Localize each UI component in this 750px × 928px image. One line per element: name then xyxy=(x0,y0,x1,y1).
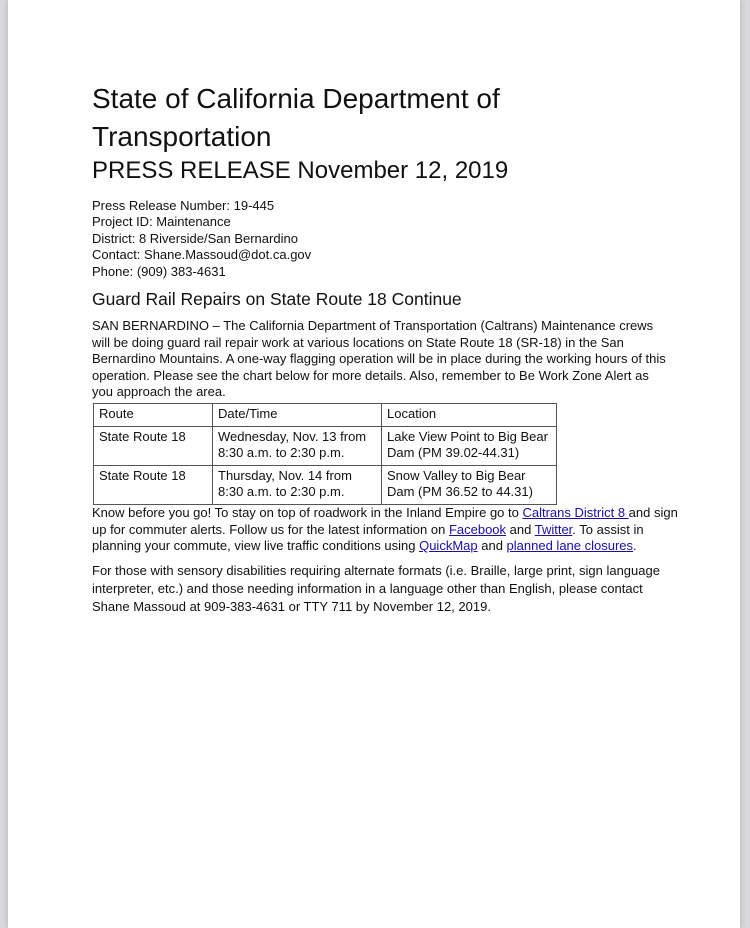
column-header-datetime: Date/Time xyxy=(213,404,382,427)
know-text-4: . To assist in planning your commute, view live traffic conditions using xyxy=(92,521,644,554)
release-number: Press Release Number: 19-445 xyxy=(92,198,275,213)
release-meta xyxy=(92,198,682,280)
table-cell-location: Lake View Point to Big Bear Dam (PM 39.02-44.31) xyxy=(382,426,557,465)
document-content xyxy=(92,80,682,616)
table-cell-route: State Route 18 xyxy=(94,465,213,504)
table-cell-datetime: Wednesday, Nov. 13 from 8:30 a.m. to 2:30 p.m. xyxy=(213,426,382,465)
know-before-you-go-paragraph xyxy=(92,505,682,555)
table-cell-datetime: Thursday, Nov. 14 from 8:30 a.m. to 2:30 p.m. xyxy=(213,465,382,504)
project-id: Project ID: Maintenance xyxy=(92,214,231,230)
district: District: 8 Riverside/San Bernardino xyxy=(92,230,298,246)
know-text-2: and sign up for commuter alerts. Follow us for the latest information on xyxy=(92,504,678,537)
phone: Phone: (909) 383-4631 xyxy=(92,263,226,279)
column-header-route: Route xyxy=(94,404,213,427)
release-subtitle: Guard Rail Repairs on State Route 18 Continue xyxy=(92,289,462,310)
table-cell-route: State Route 18 xyxy=(94,426,213,465)
twitter-link[interactable]: Twitter xyxy=(534,521,573,537)
caltrans-district-8-link[interactable]: Caltrans District 8 xyxy=(522,504,629,520)
planned-lane-closures-link[interactable]: planned lane closures xyxy=(506,538,634,554)
table-row xyxy=(94,426,557,465)
table-cell-location: Snow Valley to Big Bear Dam (PM 36.52 to 44.31) xyxy=(382,465,557,504)
know-text-6: . xyxy=(633,538,637,554)
quickmap-link[interactable]: QuickMap xyxy=(419,538,478,554)
know-text-5: and xyxy=(477,538,507,554)
know-text-3: and xyxy=(506,521,535,537)
press-release-date: PRESS RELEASE November 12, 2019 xyxy=(92,157,509,184)
know-text-1: Know before you go! To stay on top of roadwork in the Inland Empire go to xyxy=(92,504,523,520)
accessibility-paragraph: For those with sensory disabilities requiring alternate formats (i.e. Braille, large print, sign language interpreter, etc.) and those needing information in a language other than English, please contact Shane Massoud at 909-383-4631 or TTY 711 by November 12, 2019. xyxy=(92,562,660,614)
column-header-location: Location xyxy=(382,404,557,427)
document-title: State of California Department of Transportation xyxy=(92,83,500,152)
intro-paragraph: SAN BERNARDINO – The California Department of Transportation (Caltrans) Maintenance crews will be doing guard rail repair work at various locations on State Route 18 (SR-18) in the San Bernardino Mountains. A one-way flagging operation will be in place during the working hours of this operation. Please see the chart below for more details. Also, remember to Be Work Zone Alert as you approach the area. xyxy=(92,318,666,400)
document-page xyxy=(8,0,740,928)
table-header-row xyxy=(94,404,557,427)
table-row xyxy=(94,465,557,504)
schedule-table xyxy=(93,403,557,505)
contact: Contact: Shane.Massoud@dot.ca.gov xyxy=(92,247,312,263)
facebook-link[interactable]: Facebook xyxy=(448,521,507,537)
